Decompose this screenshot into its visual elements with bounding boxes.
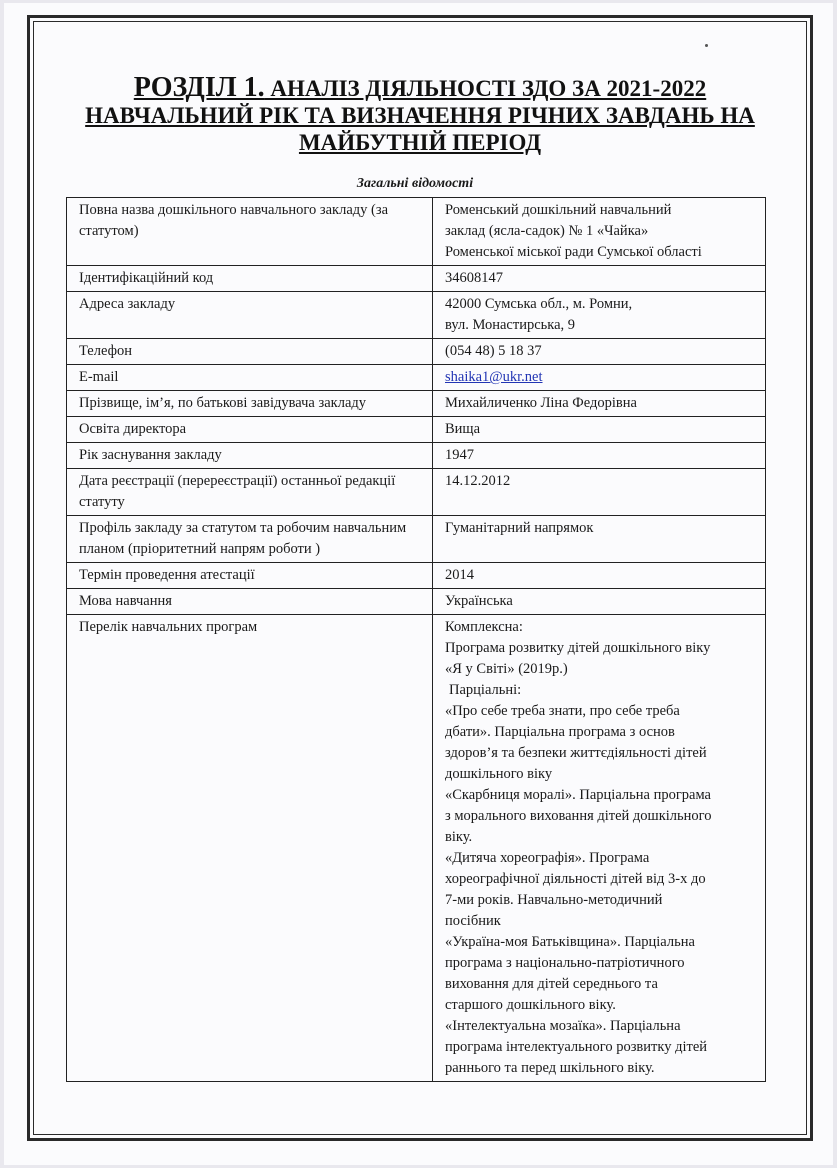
row-label: Освіта директора (67, 417, 433, 443)
table-row (67, 198, 766, 266)
table-row (67, 339, 766, 365)
row-label: Прізвище, ім’я, по батькові завідувача закладу (67, 391, 433, 417)
row-label: Мова навчання (67, 589, 433, 615)
row-label: Перелік навчальних програм (67, 615, 433, 1082)
row-label: Термін проведення атестації (67, 563, 433, 589)
value-line: віку. (445, 829, 473, 845)
scan-speck (705, 44, 708, 47)
value-line: Роменської міської ради Сумської області (445, 244, 702, 260)
value-line: «Скарбниця моралі». Парціальна програма (445, 787, 711, 803)
value-line: раннього та перед шкільного віку. (445, 1060, 655, 1076)
value-line: Комплексна: (445, 619, 523, 635)
value-line: дошкільного віку (445, 766, 553, 782)
row-value (433, 391, 766, 417)
general-info-table-body (67, 198, 766, 1082)
value-line: старшого дошкільного віку. (445, 997, 616, 1013)
value-line: вул. Монастирська, 9 (445, 317, 576, 333)
row-label: Телефон (67, 339, 433, 365)
row-value (433, 615, 766, 1082)
row-label: E-mail (67, 365, 433, 391)
row-label: Адреса закладу (67, 292, 433, 339)
section-title-line2: НАВЧАЛЬНИЙ РІК ТА ВИЗНАЧЕННЯ РІЧНИХ ЗАВДАНЬ НА (85, 103, 755, 128)
row-label: Ідентифікаційний код (67, 266, 433, 292)
value-line: здоров’я та безпеки життєдіяльності дітей (445, 745, 707, 761)
value-line: «Україна-моя Батьківщина». Парціальна (445, 934, 695, 950)
value-line: Програма розвитку дітей дошкільного віку (445, 640, 711, 656)
row-label: Повна назва дошкільного навчального закладу (за статутом) (67, 198, 433, 266)
row-value (433, 469, 766, 516)
value-line: Парціальні: (449, 682, 522, 698)
value-line: посібник (445, 913, 501, 929)
section-title-prefix: РОЗДІЛ 1. (133, 72, 265, 103)
section-title (60, 74, 780, 156)
value-line: «Про себе треба знати, про себе треба (445, 703, 680, 719)
section-title-line1: АНАЛІЗ ДІЯЛЬНОСТІ ЗДО ЗА 2021-2022 (264, 76, 707, 101)
row-value (433, 417, 766, 443)
table-row (67, 589, 766, 615)
section-title-line3: МАЙБУТНІЙ ПЕРІОД (298, 130, 542, 155)
value-line: програма з національно-патріотичного (445, 955, 685, 971)
table-row (67, 391, 766, 417)
value-line: дбати». Парціальна програма з основ (445, 724, 675, 740)
value-line: Українська (445, 593, 513, 609)
value-line: виховання для дітей середнього та (445, 976, 658, 992)
value-line: 7-ми років. Навчально-методичний (445, 892, 663, 908)
table-row (67, 469, 766, 516)
table-row (67, 417, 766, 443)
general-info-table (66, 197, 766, 1082)
row-value (433, 266, 766, 292)
value-line: 34608147 (445, 270, 503, 286)
row-value (433, 198, 766, 266)
value-line: хореографічної діяльності дітей від 3-х до (445, 871, 706, 887)
row-label: Рік заснування закладу (67, 443, 433, 469)
value-line: (054 48) 5 18 37 (445, 343, 542, 359)
row-value (433, 516, 766, 563)
value-line: Михайличенко Ліна Федорівна (445, 395, 637, 411)
value-line: 14.12.2012 (445, 473, 511, 489)
row-value (433, 339, 766, 365)
row-value (433, 292, 766, 339)
value-line: «Я у Світі» (2019р.) (445, 661, 568, 677)
value-line: 1947 (445, 447, 474, 463)
table-row (67, 266, 766, 292)
value-line: заклад (ясла-садок) № 1 «Чайка» (445, 223, 649, 239)
value-line: програма інтелектуального розвитку дітей (445, 1039, 708, 1055)
table-row (67, 563, 766, 589)
table-row (67, 615, 766, 1082)
value-line: Роменський дошкільний навчальний (445, 202, 672, 218)
row-value (433, 365, 766, 391)
value-line: 2014 (445, 567, 474, 583)
value-line: 42000 Сумська обл., м. Ромни, (445, 296, 633, 312)
value-line: з морального виховання дітей дошкільного (445, 808, 712, 824)
value-line: «Дитяча хореографія». Програма (445, 850, 650, 866)
table-row (67, 292, 766, 339)
table-row (67, 516, 766, 563)
email-link[interactable]: shaika1@ukr.net (445, 369, 543, 385)
table-caption: Загальні відомості (356, 176, 474, 191)
table-row (67, 365, 766, 391)
table-row (67, 443, 766, 469)
row-value (433, 443, 766, 469)
row-label: Профіль закладу за статутом та робочим навчальним планом (пріоритетний напрям роботи ) (67, 516, 433, 563)
row-value (433, 589, 766, 615)
row-value (433, 563, 766, 589)
value-line: Гуманітарний напрямок (445, 520, 594, 536)
row-label: Дата реєстрації (перереєстрації) останньої редакції статуту (67, 469, 433, 516)
value-line: «Інтелектуальна мозаїка». Парціальна (445, 1018, 681, 1034)
value-line: Вища (445, 421, 481, 437)
